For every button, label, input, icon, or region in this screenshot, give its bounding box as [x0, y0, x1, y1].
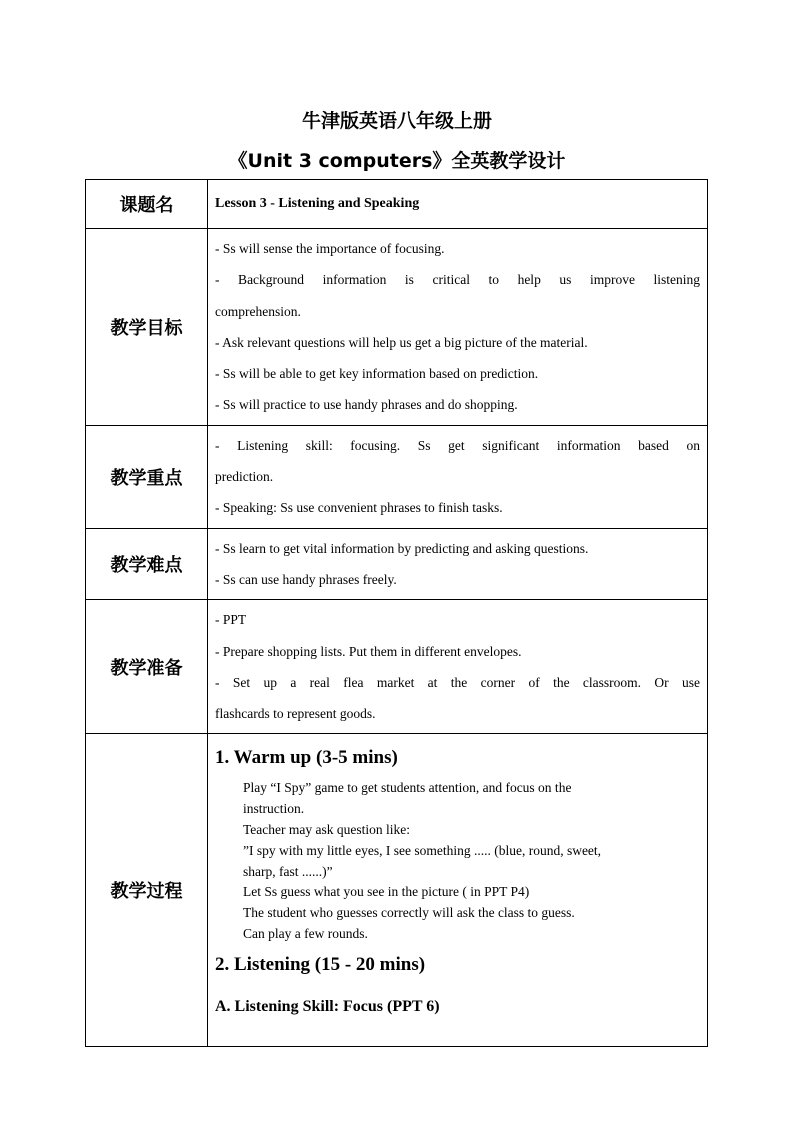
preparation-line: - Prepare shopping lists. Put them in different envelopes. — [215, 643, 522, 659]
table-row-difficulties — [86, 528, 708, 600]
key-points-line: prediction. — [215, 469, 274, 485]
process-cell — [208, 734, 708, 1047]
table-row-topic — [86, 180, 708, 229]
warmup-line: instruction. — [243, 801, 305, 817]
difficulties-label: 教学难点 — [86, 528, 208, 600]
preparation-line: - Set up a real flea market at the corner of the classroom. Or use — [215, 674, 700, 690]
warmup-instructions — [215, 778, 700, 944]
table-row-objectives — [86, 229, 708, 426]
topic-cell — [208, 180, 708, 229]
warmup-line: The student who guesses correctly will ask the class to guess. — [243, 905, 575, 921]
objectives-line: - Background information is critical to help us improve listening — [215, 272, 700, 288]
table-row-process — [86, 734, 708, 1047]
table-row-key-points — [86, 425, 708, 528]
preparation-line: flashcards to represent goods. — [215, 706, 376, 722]
difficulties-line: - Ss learn to get vital information by predicting and asking questions. — [215, 540, 589, 556]
warmup-line: Let Ss guess what you see in the picture ( in PPT P4) — [243, 884, 530, 900]
document-subtitle: 《Unit 3 computers》全英教学设计 — [228, 150, 566, 172]
warmup-line: ”I spy with my little eyes, I see something ..... (blue, round, sweet, — [243, 842, 602, 858]
objectives-line: - Ss will practice to use handy phrases and do shopping. — [215, 397, 518, 413]
listening-subheading: A. Listening Skill: Focus (PPT 6) — [215, 997, 440, 1015]
warmup-line: Teacher may ask question like: — [243, 822, 410, 838]
objectives-cell — [208, 229, 708, 426]
difficulties-line: - Ss can use handy phrases freely. — [215, 571, 397, 587]
preparation-line: - PPT — [215, 612, 247, 628]
listening-heading: 2. Listening (15 - 20 mins) — [215, 953, 426, 975]
lesson-plan-table — [85, 179, 708, 1047]
objectives-line: - Ss will be able to get key information based on prediction. — [215, 366, 539, 382]
warmup-heading: 1. Warm up (3-5 mins) — [215, 747, 398, 769]
table-row-preparation — [86, 600, 708, 734]
objectives-line: - Ask relevant questions will help us get a big picture of the material. — [215, 334, 588, 350]
preparation-label: 教学准备 — [86, 600, 208, 734]
key-points-label: 教学重点 — [86, 425, 208, 528]
warmup-line: Can play a few rounds. — [243, 926, 368, 942]
warmup-line: sharp, fast ......)” — [243, 863, 333, 879]
topic-label: 课题名 — [86, 180, 208, 229]
warmup-line: Play “I Spy” game to get students attention, and focus on the — [243, 780, 572, 796]
key-points-line: - Speaking: Ss use convenient phrases to finish tasks. — [215, 500, 503, 516]
objectives-line: comprehension. — [215, 303, 301, 319]
preparation-cell — [208, 600, 708, 734]
process-label: 教学过程 — [86, 734, 208, 1047]
document-title: 牛津版英语八年级上册 — [301, 110, 492, 132]
objectives-line: - Ss will sense the importance of focusing. — [215, 241, 445, 256]
objectives-label: 教学目标 — [86, 229, 208, 426]
key-points-line: - Listening skill: focusing. Ss get significant information based on — [215, 437, 700, 453]
difficulties-cell — [208, 528, 708, 600]
topic-value: Lesson 3 - Listening and Speaking — [215, 196, 420, 211]
key-points-cell — [208, 425, 708, 528]
